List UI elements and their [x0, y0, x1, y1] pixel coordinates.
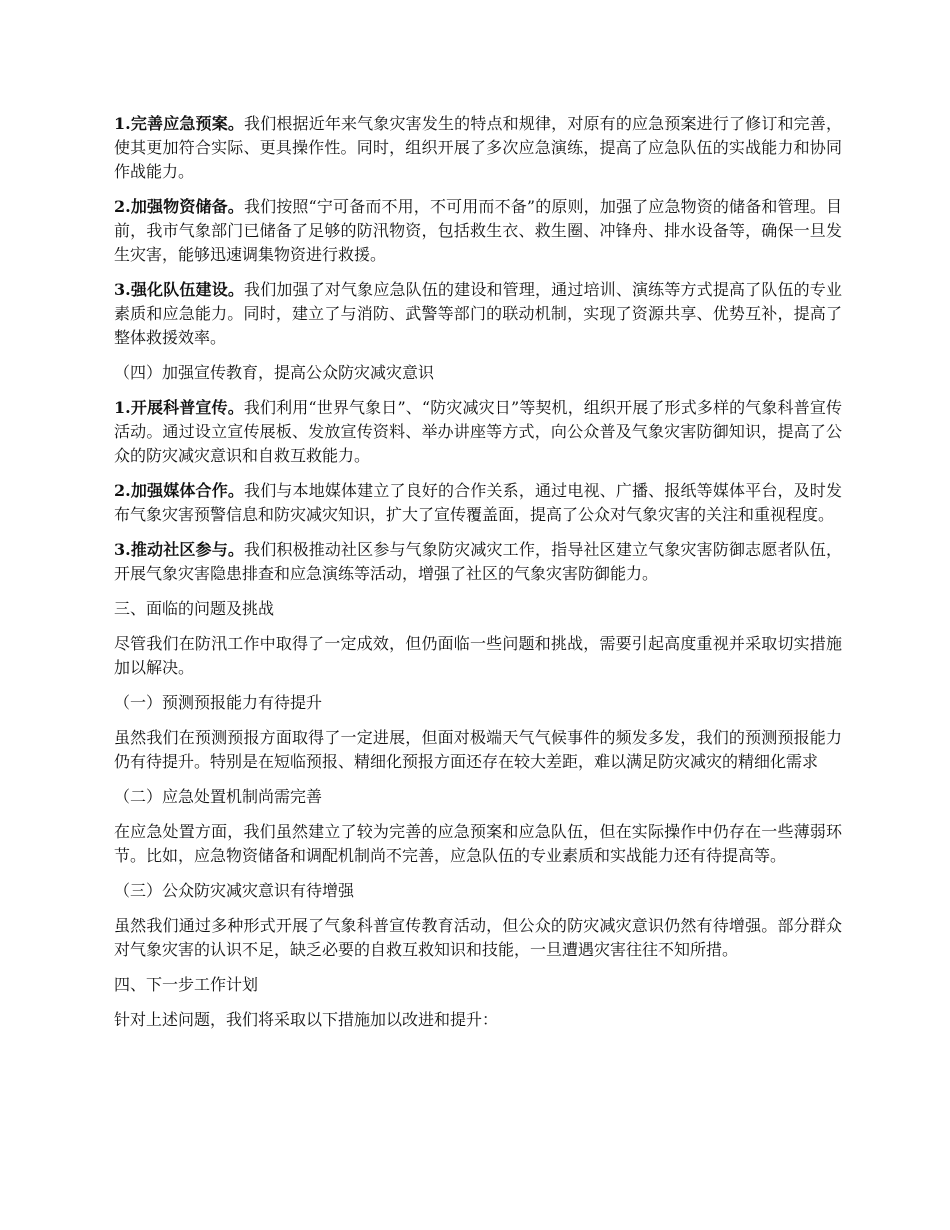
subsection-heading-forecast: （一）预测预报能力有待提升 [114, 693, 323, 712]
paragraph-text: 我们利用“世界气象日”、“防灾减灾日”等契机，组织开展了形式多样的气象科普宣传活动。通过设立宣传展板、发放宣传资料、举办讲座等方式，向公众普及气象灾害防御知识，提高了公众的防灾减灾意识和自救互救能力。 [114, 398, 842, 465]
paragraph-lead: 2.加强媒体合作。 [114, 481, 245, 500]
paragraph-next-steps-intro: 针对上述问题，我们将采取以下措施加以改进和提升： [114, 1010, 499, 1029]
subsection-heading-emergency-mechanism: （二）应急处置机制尚需完善 [114, 787, 323, 806]
paragraph-lead: 3.强化队伍建设。 [114, 280, 245, 299]
paragraph-emergency-mechanism: 在应急处置方面，我们虽然建立了较为完善的应急预案和应急队伍，但在实际操作中仍存在一些薄弱环节。比如，应急物资储备和调配机制尚不完善，应急队伍的专业素质和实战能力还有待提高等。 [114, 822, 842, 865]
paragraph-material-reserve [114, 195, 842, 267]
paragraph-emergency-plan [114, 112, 842, 184]
paragraph-lead: 2.加强物资储备。 [114, 197, 244, 216]
section-heading-challenges: 三、面临的问题及挑战 [114, 599, 275, 618]
paragraph-lead: 3.推动社区参与。 [114, 540, 245, 559]
section-heading-next-steps: 四、下一步工作计划 [114, 975, 259, 994]
paragraph-media-cooperation [114, 479, 842, 527]
paragraph-challenges-intro: 尽管我们在防汛工作中取得了一定成效，但仍面临一些问题和挑战，需要引起高度重视并采取切实措施加以解决。 [114, 634, 842, 677]
paragraph-text: 我们积极推动社区参与气象防灾减灾工作，指导社区建立气象灾害防御志愿者队伍，开展气象灾害隐患排查和应急演练等活动，增强了社区的气象灾害防御能力。 [114, 540, 842, 583]
paragraph-text: 我们加强了对气象应急队伍的建设和管理，通过培训、演练等方式提高了队伍的专业素质和应急能力。同时，建立了与消防、武警等部门的联动机制，实现了资源共享、优势互补，提高了整体救援效率。 [114, 280, 842, 347]
paragraph-text: 我们根据近年来气象灾害发生的特点和规律，对原有的应急预案进行了修订和完善，使其更加符合实际、更具操作性。同时，组织开展了多次应急演练，提高了应急队伍的实战能力和协同作战能力。 [114, 114, 842, 181]
section-heading-publicity: （四）加强宣传教育，提高公众防灾减灾意识 [114, 363, 435, 382]
paragraph-community-participation [114, 538, 842, 586]
paragraph-team-building [114, 278, 842, 350]
paragraph-text: 我们按照“宁可备而不用，不可用而不备”的原则，加强了应急物资的储备和管理。目前，我市气象部门已储备了足够的防汛物资，包括救生衣、救生圈、冲锋舟、排水设备等，确保一旦发生灾害，能够迅速调集物资进行救援。 [114, 197, 842, 264]
paragraph-lead: 1.完善应急预案。 [114, 114, 245, 133]
paragraph-lead: 1.开展科普宣传。 [114, 398, 244, 417]
document-page [114, 112, 842, 1043]
paragraph-public-awareness: 虽然我们通过多种形式开展了气象科普宣传教育活动，但公众的防灾减灾意识仍然有待增强。部分群众对气象灾害的认识不足，缺乏必要的自救互救知识和技能，一旦遭遇灾害往往不知所措。 [114, 916, 842, 959]
paragraph-text: 我们与本地媒体建立了良好的合作关系，通过电视、广播、报纸等媒体平台，及时发布气象灾害预警信息和防灾减灾知识，扩大了宣传覆盖面，提高了公众对气象灾害的关注和重视程度。 [114, 481, 842, 524]
subsection-heading-public-awareness: （三）公众防灾减灾意识有待增强 [114, 881, 355, 900]
paragraph-science-popularization [114, 396, 842, 468]
paragraph-forecast: 虽然我们在预测预报方面取得了一定进展，但面对极端天气气候事件的频发多发，我们的预测预报能力仍有待提升。特别是在短临预报、精细化预报方面还存在较大差距，难以满足防灾减灾的精细化需求 [114, 728, 842, 771]
